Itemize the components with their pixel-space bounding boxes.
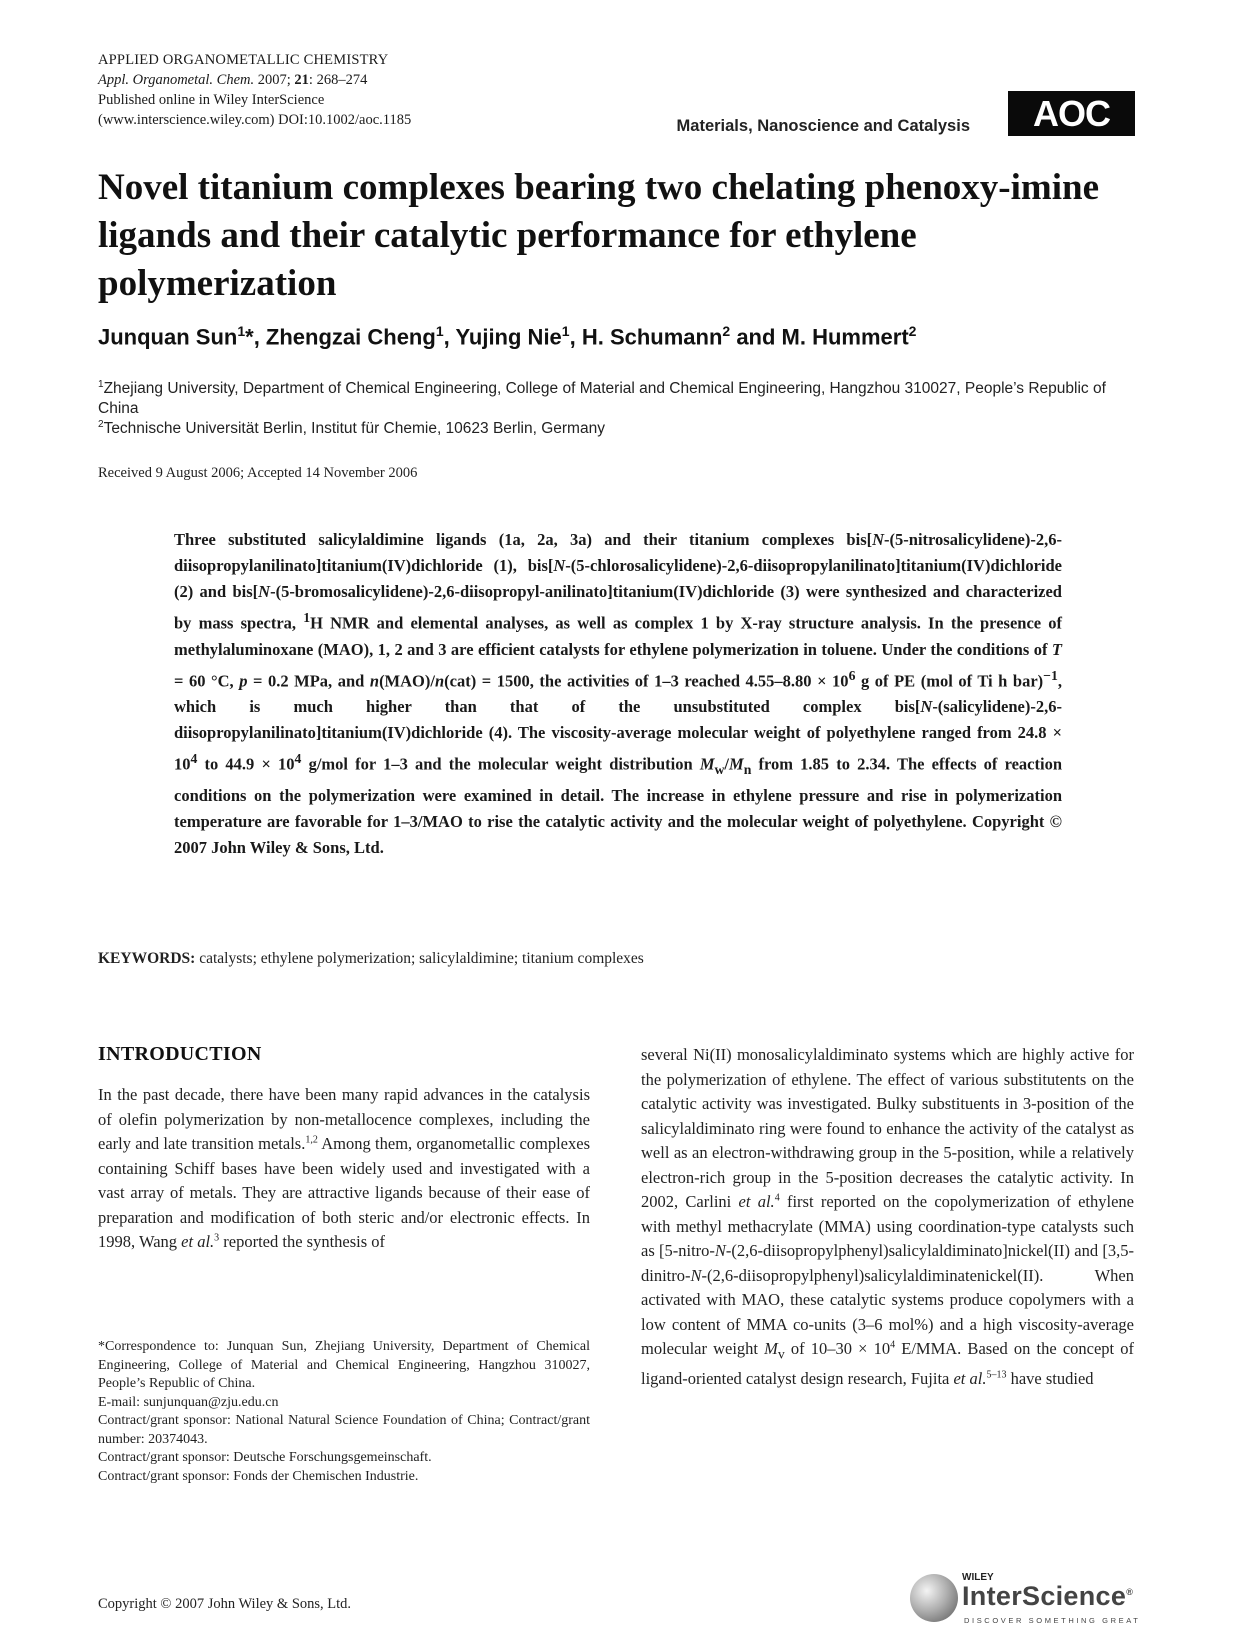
body-column-left: In the past decade, there have been many rapid advances in the catalysis of olefin polymerization by non-metallocence complexes, including the early and late transition metals.$^{1,2}$ Among them, organometallic complexes containing Schiff bases have been widely used and investigated with a vast array of metals. They are attractive ligands because of their ease of preparation and modification of both steric and/or electronic effects. In 1998, Wang et al.$^3$ reported the synthesis of	[98, 1085, 590, 1251]
journal-name: APPLIED ORGANOMETALLIC CHEMISTRY	[98, 52, 389, 68]
affiliation-2: $^2$Technische Universität Berlin, Institut für Chemie, 10623 Berlin, Germany	[98, 419, 605, 438]
interscience-wordmark: InterScience®	[962, 1581, 1134, 1611]
section-label: Materials, Nanoscience and Catalysis	[676, 117, 970, 135]
keywords-text: catalysts; ethylene polymerization; salicylaldimine; titanium complexes	[195, 950, 644, 967]
correspondence: *Correspondence to: Junquan Sun, Zhejiang University, Department of Chemical Engineering, College of Material and Chemical Engineering, Hangzhou 310027, People’s Republic of China.	[98, 1339, 590, 1391]
journal-badge: AOC	[1008, 91, 1135, 136]
article-title: Novel titanium complexes bearing two chelating phenoxy-imine ligands and their catalytic performance for ethylene polymerization	[98, 167, 1100, 304]
author-list: Junquan Sun$^1$*, Zhengzai Cheng$^1$, Yujing Nie$^1$, H. Schumann$^2$ and M. Hummert$^2$	[98, 323, 917, 350]
author: Junquan Sun	[98, 324, 238, 350]
affiliation-1: $^1$Zhejiang University, Department of Chemical Engineering, College of Material and Chemical Engineering, Hangzhou 310027, People’s Republic of China	[98, 379, 1106, 418]
grant-sponsor: Contract/grant sponsor: Fonds der Chemischen Industrie.	[98, 1468, 419, 1484]
globe-icon	[910, 1574, 958, 1622]
copyright-footer: Copyright © 2007 John Wiley & Sons, Ltd.	[98, 1596, 352, 1612]
published-line: Published online in Wiley InterScience	[98, 92, 325, 108]
author: H. Schumann	[581, 324, 723, 350]
wiley-interscience-logo	[910, 1570, 1140, 1630]
grant-sponsor: Contract/grant sponsor: Deutsche Forschungsgemeinschaft.	[98, 1450, 432, 1465]
email: E-mail: sunjunquan@zju.edu.cn	[98, 1394, 279, 1410]
abstract: Three substituted salicylaldimine ligands (1a, 2a, 3a) and their titanium complexes bis[N-(5-nitrosalicylidene)-2,6-diisopropylanilinato]titanium(IV)dichloride (1), bis[N-(5-chlorosalicylidene)-2,6-diisopropylanilinato]titanium(IV)dichloride (2) and bis[N-(5-bromosalicylidene)-2,6-diisopropyl-anilinato]titanium(IV)dichloride (3) were synthesized and characterized by mass spectra, $^1$H NMR and elemental analyses, as well as complex 1 by X-ray structure analysis. In the presence of methylaluminoxane (MAO), 1, 2 and 3 are efficient catalysts for ethylene polymerization in toluene. Under the conditions of T = 60 °C, p = 0.2 MPa, and n(MAO)/n(cat) = 1500, the activities of 1–3 reached $4.55-8.80 \times 10^6$ g of PE (mol of Ti h bar)$^{-1}$, which is much higher than that of the unsubstituted complex bis[N-(salicylidene)-2,6-diisopropylanilinato]titanium(IV)dichloride (4). The viscosity-average molecular weight of polyethylene ranged from $24.8 \times 10^4$ to $44.9 \times 10^4$ g/mol for 1–3 and the molecular weight distribution $M_w/M_n$ from 1.85 to 2.34. The effects of reaction conditions on the polymerization were examined in detail. The increase in ethylene pressure and rise in polymerization temperature are favorable for 1–3/MAO to rise the catalytic activity and the molecular weight of polyethylene. Copyright © 2007 John Wiley & Sons, Ltd.	[174, 530, 1063, 857]
author: M. Hummert	[781, 324, 909, 350]
grant-sponsor: Contract/grant sponsor: National Natural Science Foundation of China; Contract/grant number: 20374043.	[98, 1413, 590, 1447]
journal-header	[98, 50, 411, 130]
author: Yujing Nie	[455, 324, 562, 350]
logo-tagline: DISCOVER SOMETHING GREAT	[964, 1616, 1141, 1625]
body-column-right: several Ni(II) monosalicylaldiminato systems which are highly active for the polymerization of ethylene. The effect of various substitutents on the catalytic activity was investigated. Bulky substituents in 3-position of the salicylaldiminato ring were found to enhance the activity of the catalyst as well as an electron-withdrawing group in the 5-position, while a relatively electron-rich group in the 5-position decreases the catalytic activity. In 2002, Carlini et al.$^4$ first reported on the copolymerization of ethylene with methyl methacrylate (MMA) using coordination-type catalysts such as [5-nitro-N-(2,6-diisopropylphenyl)salicylaldiminato]nickel(II) and [3,5-dinitro-N-(2,6-diisopropylphenyl)salicylaldiminatenickel(II). When activated with MAO, these catalytic systems produce copolymers with a low content of MMA co-units (3–6 mol%) and a high viscosity-average molecular weight $M_v$ of $10-30 \times 10^4$ E/MMA. Based on the concept of ligand-oriented catalyst design research, Fujita et al.$^{5-13}$ have studied	[641, 1045, 1134, 1388]
keywords	[98, 950, 644, 968]
received-dates: Received 9 August 2006; Accepted 14 November 2006	[98, 465, 418, 481]
correspondence-footnote	[98, 1338, 590, 1486]
journal-citation: Appl. Organometal. Chem. 2007; 21: 268–274	[98, 72, 368, 88]
wiley-wordmark: WILEY	[962, 1572, 994, 1583]
keywords-label: KEYWORDS:	[98, 950, 196, 967]
section-heading-introduction: INTRODUCTION	[98, 1043, 262, 1065]
doi-line: (www.interscience.wiley.com) DOI:10.1002/aoc.1185	[98, 112, 412, 128]
author: Zhengzai Cheng	[265, 324, 436, 350]
